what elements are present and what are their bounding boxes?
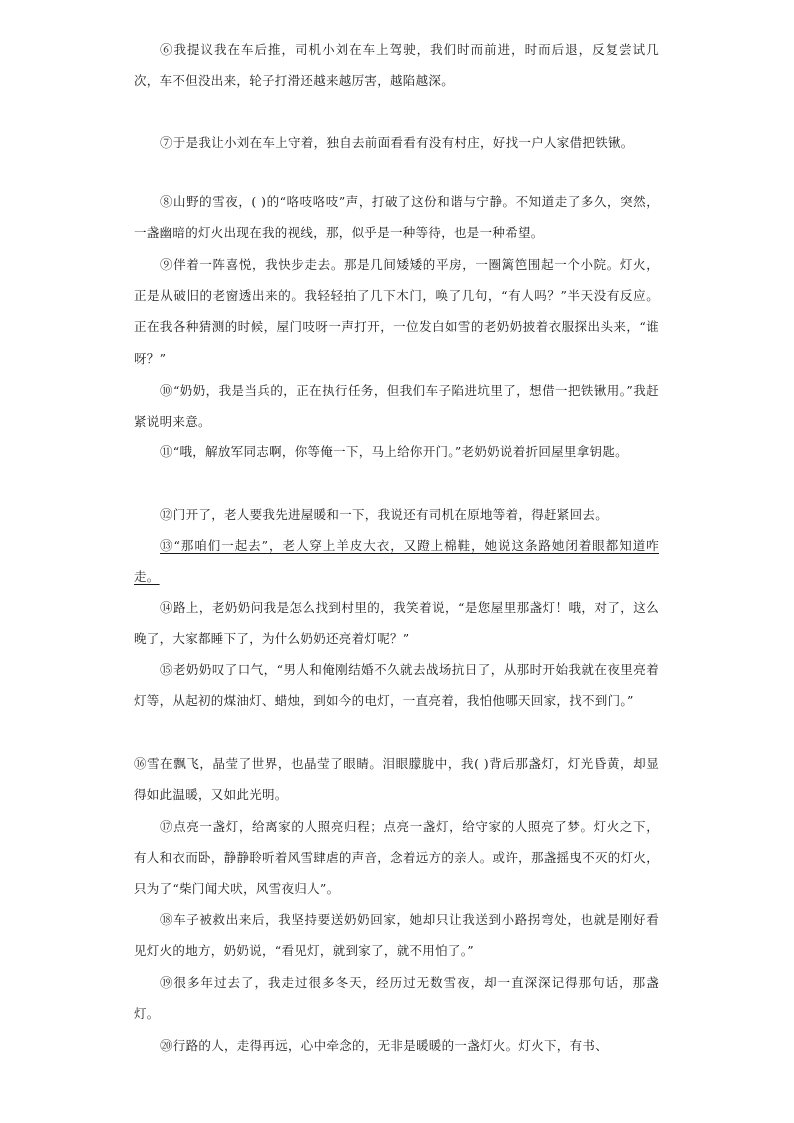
paragraph-16: ⑯雪在飘飞，晶莹了世界，也晶莹了眼睛。泪眼朦胧中，我( )背后那盏灯，灯光昏黄，却显得如此温暖，又如此光明。 xyxy=(134,756,659,803)
paragraph-13-underlined: ⑬“那咱们一起去”，老人穿上羊皮大衣，又蹬上棉鞋，她说这条路她闭着眼都知道咋走。 xyxy=(134,538,659,585)
paragraph-9: ⑨伴着一阵喜悦，我快步走去。那是几间矮矮的平房，一圈篱笆围起一个小院。灯火，正是从破旧的老窗透出来的。我轻轻拍了几下木门，唤了几句，“有人吗？”半天没有反应。正在我各种猜测的时候，屋门吱呀一声打开，一位发白如雪的老奶奶披着衣服探出头来，“谁呀？” xyxy=(134,257,659,366)
paragraph-12: ⑫门开了，老人要我先进屋暖和一下，我说还有司机在原地等着，得赶紧回去。 xyxy=(160,507,609,522)
paragraph-10: ⑩“奶奶，我是当兵的，正在执行任务，但我们车子陷进坑里了，想借一把铁锹用。”我赶紧说明来意。 xyxy=(134,383,659,430)
paragraph-18: ⑱车子被救出来后，我坚持要送奶奶回家，她却只让我送到小路拐弯处，也就是刚好看见灯火的地方，奶奶说，“看见灯，就到家了，就不用怕了。” xyxy=(134,912,659,959)
paragraph-7: ⑦于是我让小刘在车上守着，独自去前面看看有没有村庄，好找一户人家借把铁锹。 xyxy=(160,135,634,150)
paragraph-17: ⑰点亮一盏灯，给离家的人照亮归程；点亮一盏灯，给守家的人照亮了梦。灯火之下，有人和衣而卧，静静聆听着风雪肆虐的声音，念着远方的亲人。或许，那盏摇曳不灭的灯火，只为了“柴门闻犬吠，风雪夜归人”。 xyxy=(134,819,659,897)
paragraph-20: ⑳行路的人，走得再远，心中牵念的，无非是暖暖的一盏灯火。灯火下，有书、 xyxy=(160,1038,609,1053)
paragraph-19: ⑲很多年过去了，我走过很多冬天，经历过无数雪夜，却一直深深记得那句话，那盏灯。 xyxy=(134,975,659,1022)
paragraph-8: ⑧山野的雪夜，( )的“咯吱咯吱”声，打破了这份和谐与宁静。不知道走了多久，突然，一盏幽暗的灯火出现在我的视线，那，似乎是一种等待，也是一种希望。 xyxy=(134,194,659,241)
paragraph-6: ⑥我提议我在车后推，司机小刘在车上驾驶，我们时而前进，时而后退，反复尝试几次，车不但没出来，轮子打滑还越来越厉害，越陷越深。 xyxy=(134,42,659,89)
paragraph-14: ⑭路上，老奶奶问我是怎么找到村里的，我笑着说，“是您屋里那盏灯！哦，对了，这么晚了，大家都睡下了，为什么奶奶还亮着灯呢？” xyxy=(134,600,659,647)
paragraph-15: ⑮老奶奶叹了口气，“男人和俺刚结婚不久就去战场抗日了，从那时开始我就在夜里亮着灯等，从起初的煤油灯、蜡烛，到如今的电灯，一直亮着，我怕他哪天回家，找不到门。” xyxy=(134,662,659,709)
paragraph-11: ⑪“哦，解放军同志啊，你等俺一下，马上给你开门。”老奶奶说着折回屋里拿钥匙。 xyxy=(160,444,628,459)
